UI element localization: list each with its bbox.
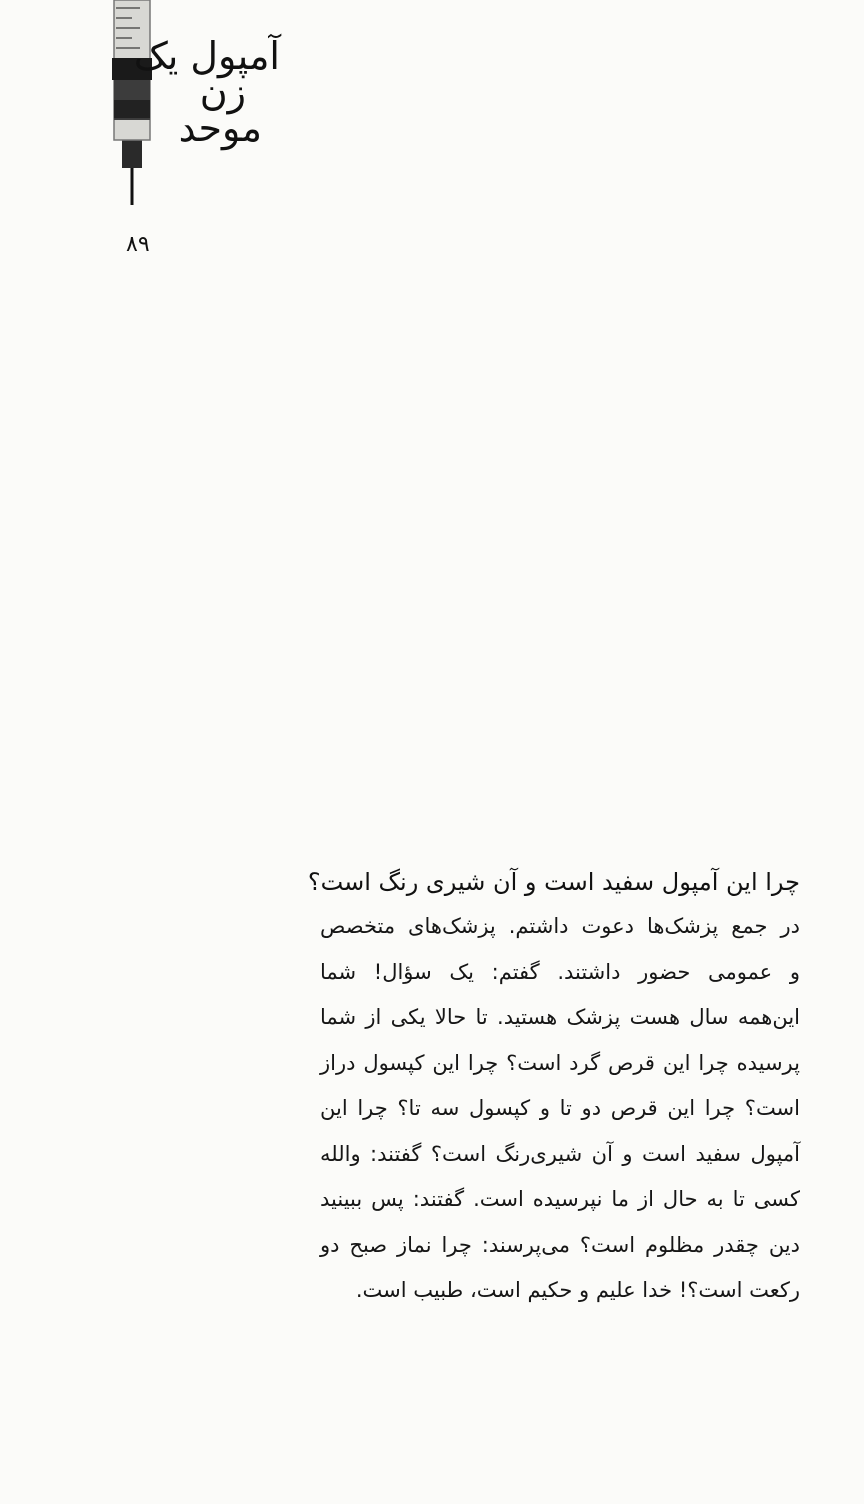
book-title — [130, 34, 280, 150]
paragraph-line: پرسیده چرا این قرص گرد است؟ چرا این کپسول دراز — [320, 1050, 800, 1075]
book-title-line-2: زن — [199, 70, 246, 114]
section-paragraph — [320, 904, 800, 1314]
book-title-line-1: آمپول یک — [133, 34, 280, 78]
section-heading: چرا این آمپول سفید است و آن شیری رنگ است؟ — [307, 868, 800, 896]
paragraph-line: این‌همه سال هست پزشک هستید. تا حالا یکی از شما — [320, 1005, 800, 1029]
page-number: ۸۹ — [126, 232, 150, 257]
paragraph-line: دین چقدر مظلوم است؟ می‌پرسند: چرا نماز صبح دو — [320, 1232, 800, 1257]
paragraph-line: است؟ چرا این قرص دو تا و کپسول سه تا؟ چرا این — [320, 1096, 800, 1120]
header-emblem — [100, 0, 280, 215]
paragraph-line: در جمع پزشک‌ها دعوت داشتم. پزشک‌های متخصص — [320, 914, 800, 938]
paragraph-line: کسی تا به حال از ما نپرسیده است. گفتند: پس ببینید — [320, 1187, 800, 1211]
section — [210, 868, 800, 1314]
book-title-line-3: موحد — [178, 106, 262, 150]
paragraph-line: رکعت است؟! خدا علیم و حکیم است، طبیب است. — [355, 1278, 800, 1302]
paragraph-line: و عمومی حضور داشتند. گفتم: یک سؤال! شما — [320, 959, 800, 984]
paragraph-line: آمپول سفید است و آن شیری‌رنگ است؟ گفتند: والله — [320, 1141, 800, 1166]
